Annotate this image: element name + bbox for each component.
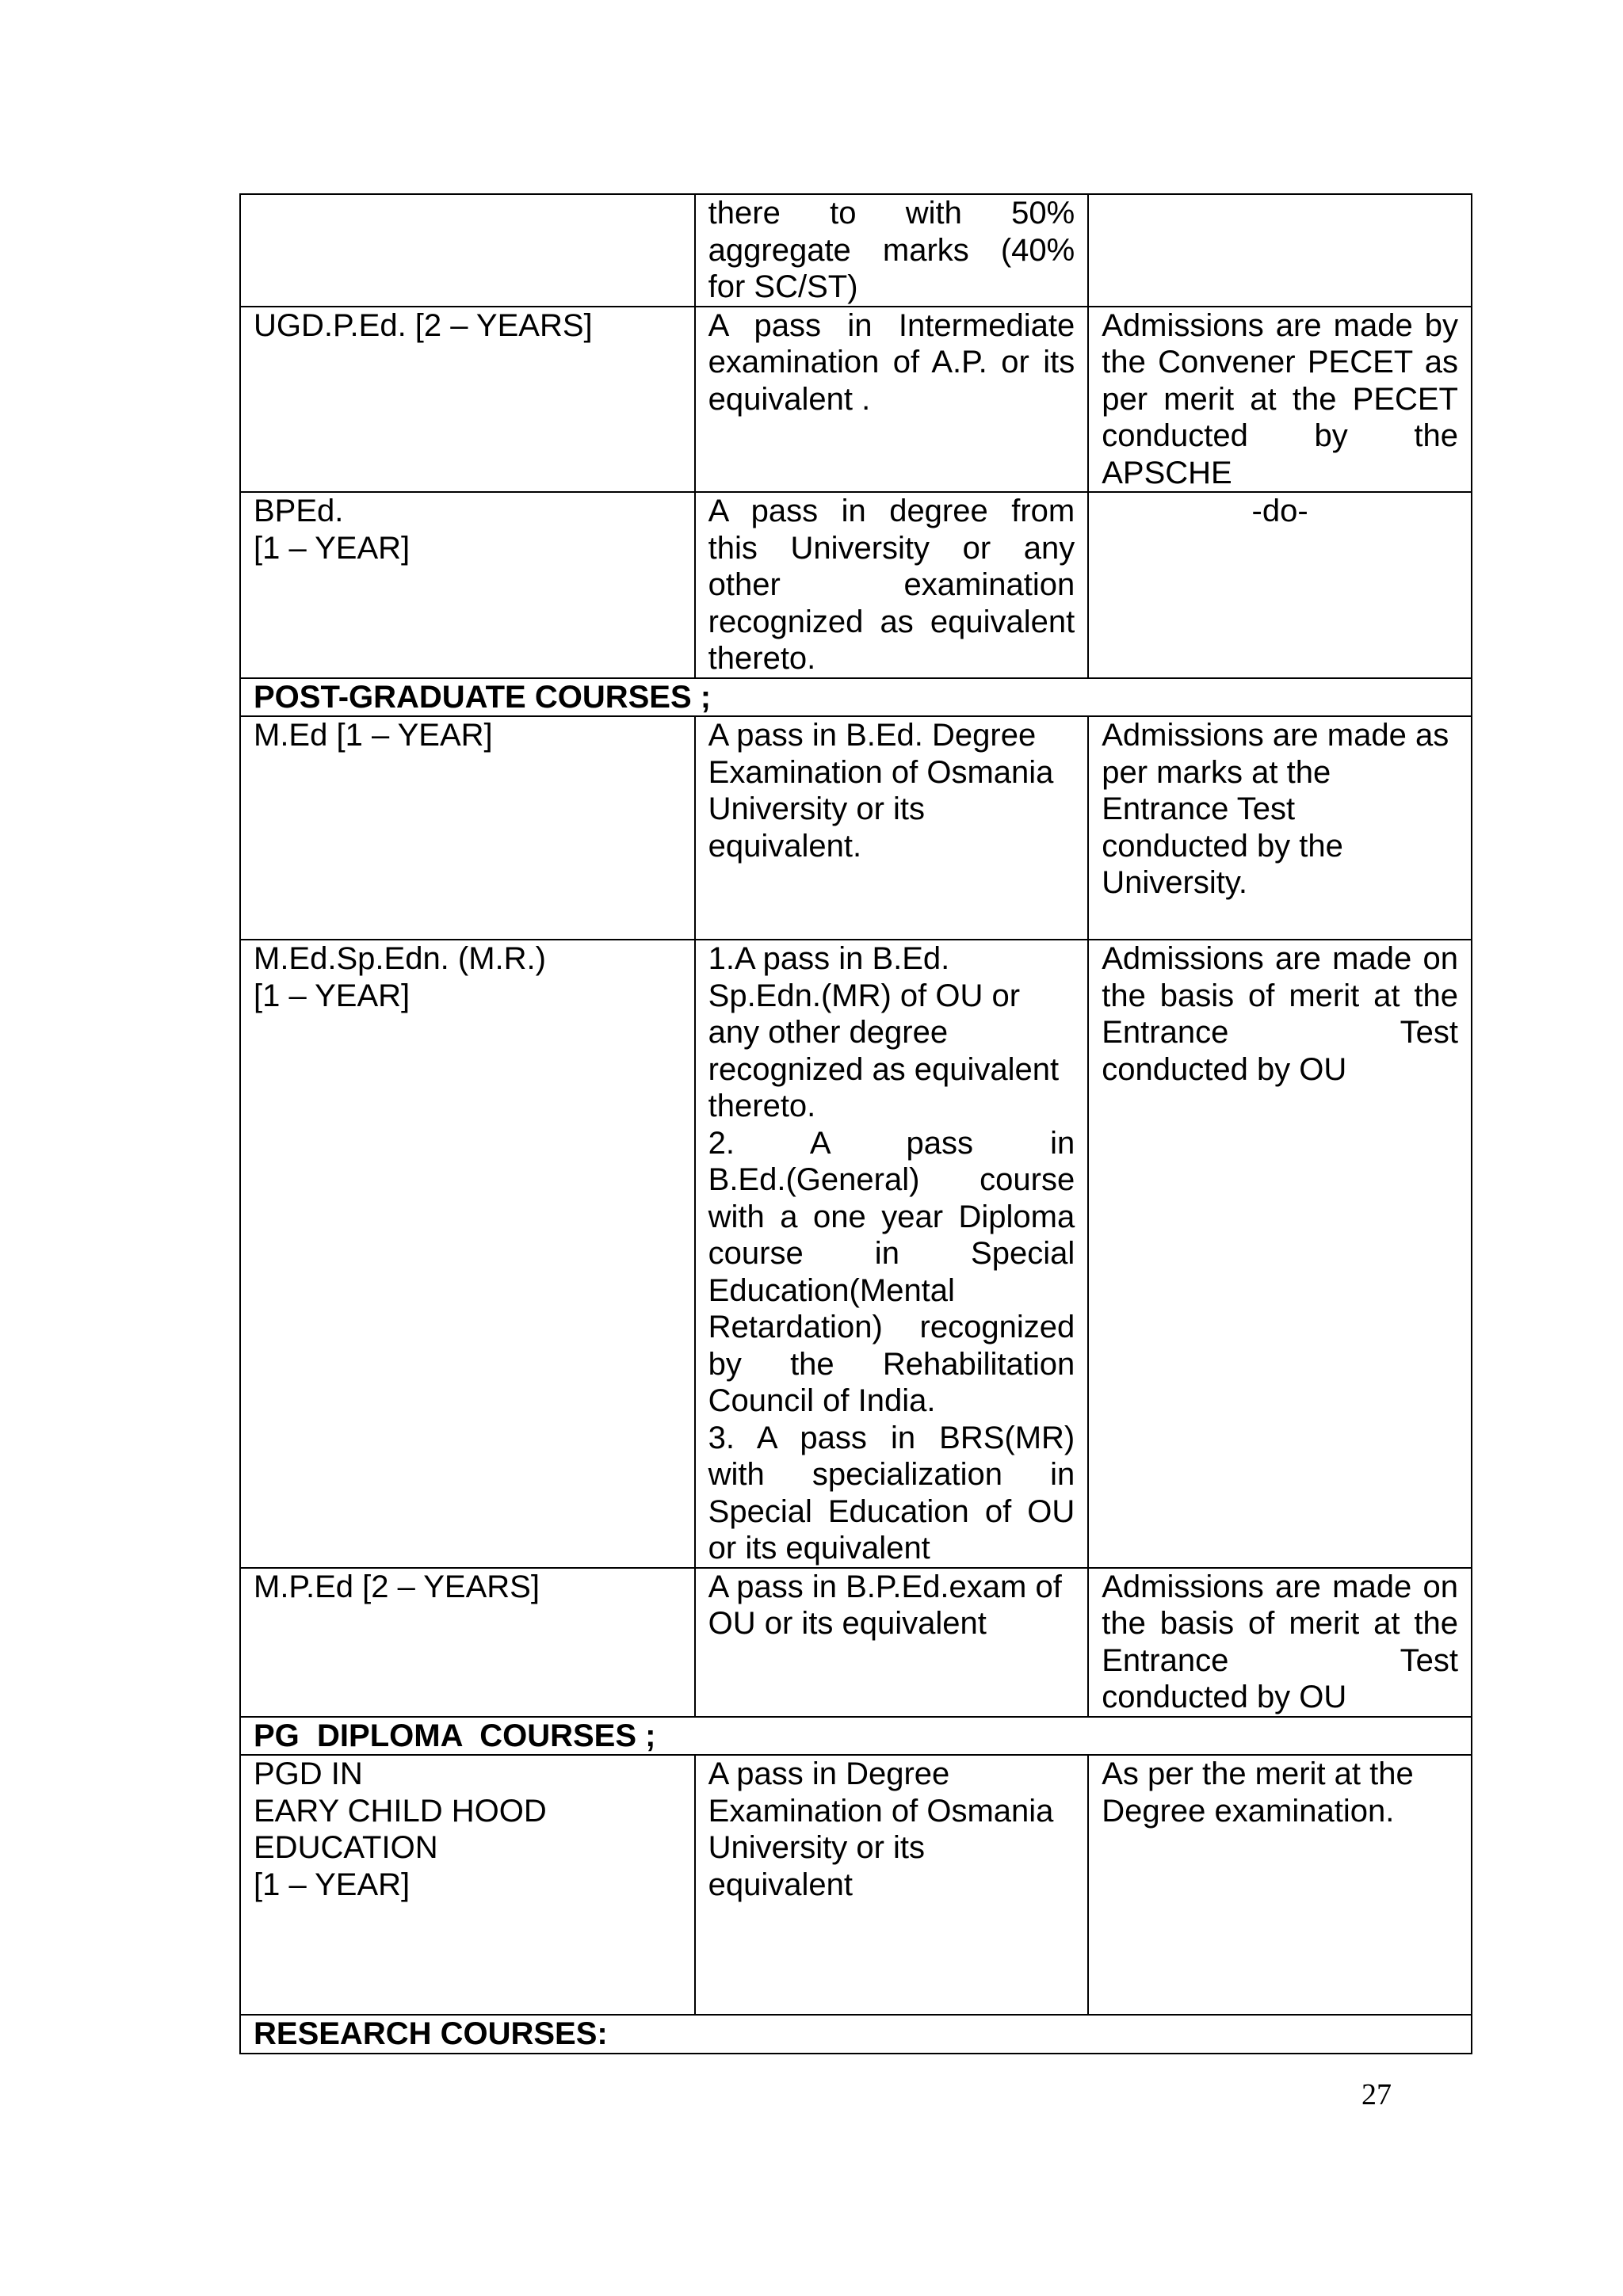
admission-line: University.: [1102, 865, 1247, 900]
admission-cell: [1088, 194, 1472, 307]
course-cell: [240, 940, 695, 1568]
admission-cell: [1088, 492, 1472, 678]
course-cell: [240, 492, 695, 678]
eligibility-line: 1.A pass in B.Ed.: [708, 941, 950, 976]
eligibility-line: examination of A.P. or its: [708, 345, 1075, 379]
course-cell: [240, 307, 695, 493]
eligibility-line: equivalent .: [708, 381, 871, 417]
admission-line: conducted by the: [1102, 828, 1343, 864]
admission-cell: [1088, 940, 1472, 1568]
admission-cell: [1088, 716, 1472, 940]
course-cell: [240, 716, 695, 940]
table-row: [240, 940, 1472, 1568]
admission-line: Admissions are made as: [1102, 718, 1449, 753]
admission-line: conducted by the: [1102, 418, 1458, 453]
section-heading: POST-GRADUATE COURSES ;: [240, 678, 1472, 717]
admission-line: Entrance Test: [1102, 1015, 1458, 1050]
admission-line: the basis of merit at the: [1102, 978, 1458, 1013]
course-duration: [1 – YEAR]: [254, 530, 411, 566]
eligibility-line: B.Ed.(General) course: [708, 1162, 1075, 1197]
eligibility-line: recognized as equivalent: [708, 1051, 1060, 1087]
admission-line: APSCHE: [1102, 455, 1232, 490]
course-name: EDUCATION: [254, 1830, 438, 1865]
eligibility-line: recognized as equivalent: [708, 604, 1075, 639]
course-cell: [240, 1568, 695, 1717]
course-duration: [1 – YEAR]: [254, 1867, 411, 1902]
eligibility-line: there to with 50%: [708, 196, 1075, 231]
eligibility-cell: [695, 194, 1089, 307]
table-row: [240, 716, 1472, 940]
course-name: M.P.Ed [2 – YEARS]: [254, 1569, 540, 1604]
admission-line: per marks at the: [1102, 754, 1331, 790]
eligibility-cell: [695, 1568, 1089, 1717]
admission-line: the Convener PECET as: [1102, 345, 1458, 379]
table-row: [240, 1755, 1472, 2015]
eligibility-line: or its equivalent: [708, 1531, 930, 1566]
eligibility-line: 2. A pass in: [708, 1125, 1075, 1161]
eligibility-line: University or its: [708, 791, 926, 826]
eligibility-cell: [695, 307, 1089, 493]
eligibility-line: aggregate marks (40%: [708, 232, 1075, 268]
section-header-row: [240, 1717, 1472, 1756]
admission-line: As per the merit at the: [1102, 1756, 1414, 1791]
course-cell: [240, 194, 695, 307]
table-row: [240, 492, 1472, 678]
page-number: 27: [1361, 2078, 1392, 2111]
table-row: [240, 307, 1472, 493]
eligibility-line: University or its: [708, 1830, 926, 1865]
admission-line: Entrance Test: [1102, 1642, 1458, 1678]
section-header-row: [240, 2015, 1472, 2054]
eligibility-line: Examination of Osmania: [708, 1793, 1054, 1829]
admission-line: the basis of merit at the: [1102, 1606, 1458, 1641]
section-header-row: [240, 678, 1472, 717]
eligibility-line: course in Special: [708, 1236, 1075, 1271]
eligibility-line: Special Education of OU: [708, 1493, 1075, 1529]
eligibility-line: Examination of Osmania: [708, 754, 1054, 790]
table-row: [240, 194, 1472, 307]
table-row: [240, 1568, 1472, 1717]
eligibility-line: thereto.: [708, 1089, 816, 1123]
eligibility-line: A pass in Intermediate: [708, 307, 1075, 343]
course-name: UGD.P.Ed. [2 – YEARS]: [254, 307, 593, 343]
eligibility-line: Education(Mental: [708, 1272, 955, 1308]
course-name: BPEd.: [254, 494, 344, 528]
eligibility-line: OU or its equivalent: [708, 1606, 987, 1641]
admission-line: -do-: [1251, 494, 1308, 528]
eligibility-cell: [695, 492, 1089, 678]
admission-line: Degree examination.: [1102, 1793, 1395, 1829]
course-name: EARY CHILD HOOD: [254, 1793, 547, 1829]
admission-cell: [1088, 307, 1472, 493]
admission-line: conducted by OU: [1102, 1680, 1347, 1714]
eligibility-line: Retardation) recognized: [708, 1310, 1075, 1344]
course-cell: [240, 1755, 695, 2015]
eligibility-line: for SC/ST): [708, 269, 858, 304]
admissions-table: [239, 193, 1472, 2054]
course-name: M.Ed.Sp.Edn. (M.R.): [254, 941, 546, 976]
section-heading: RESEARCH COURSES:: [240, 2015, 1472, 2054]
eligibility-line: equivalent: [708, 1867, 854, 1902]
course-duration: [1 – YEAR]: [254, 978, 411, 1013]
eligibility-line: any other degree: [708, 1015, 949, 1050]
eligibility-line: Sp.Edn.(MR) of OU or: [708, 978, 1021, 1013]
eligibility-line: A pass in Degree: [708, 1756, 950, 1791]
section-heading: PG DIPLOMA COURSES ;: [240, 1717, 1472, 1756]
admission-line: Entrance Test: [1102, 791, 1296, 826]
eligibility-line: with a one year Diploma: [708, 1199, 1075, 1234]
eligibility-cell: [695, 1755, 1089, 2015]
eligibility-line: this University or any: [708, 530, 1075, 566]
admission-line: per merit at the PECET: [1102, 381, 1458, 417]
eligibility-line: A pass in B.P.Ed.exam of: [708, 1569, 1062, 1604]
eligibility-line: thereto.: [708, 641, 816, 676]
eligibility-cell: [695, 940, 1089, 1568]
admission-line: Admissions are made on: [1102, 1569, 1458, 1604]
admission-cell: [1088, 1755, 1472, 2015]
eligibility-line: A pass in degree from: [708, 494, 1075, 528]
eligibility-line: A pass in B.Ed. Degree: [708, 718, 1037, 753]
eligibility-cell: [695, 716, 1089, 940]
eligibility-line: with specialization in: [708, 1457, 1075, 1492]
eligibility-line: by the Rehabilitation: [708, 1346, 1075, 1382]
eligibility-line: other examination: [708, 567, 1075, 602]
admission-line: Admissions are made by: [1102, 307, 1458, 343]
admission-line: Admissions are made on: [1102, 941, 1458, 976]
admission-cell: [1088, 1568, 1472, 1717]
eligibility-line: equivalent.: [708, 828, 862, 864]
course-name: M.Ed [1 – YEAR]: [254, 718, 493, 753]
admission-line: conducted by OU: [1102, 1051, 1347, 1087]
eligibility-line: Council of India.: [708, 1383, 936, 1418]
eligibility-line: 3. A pass in BRS(MR): [708, 1420, 1075, 1455]
course-name: PGD IN: [254, 1756, 363, 1791]
